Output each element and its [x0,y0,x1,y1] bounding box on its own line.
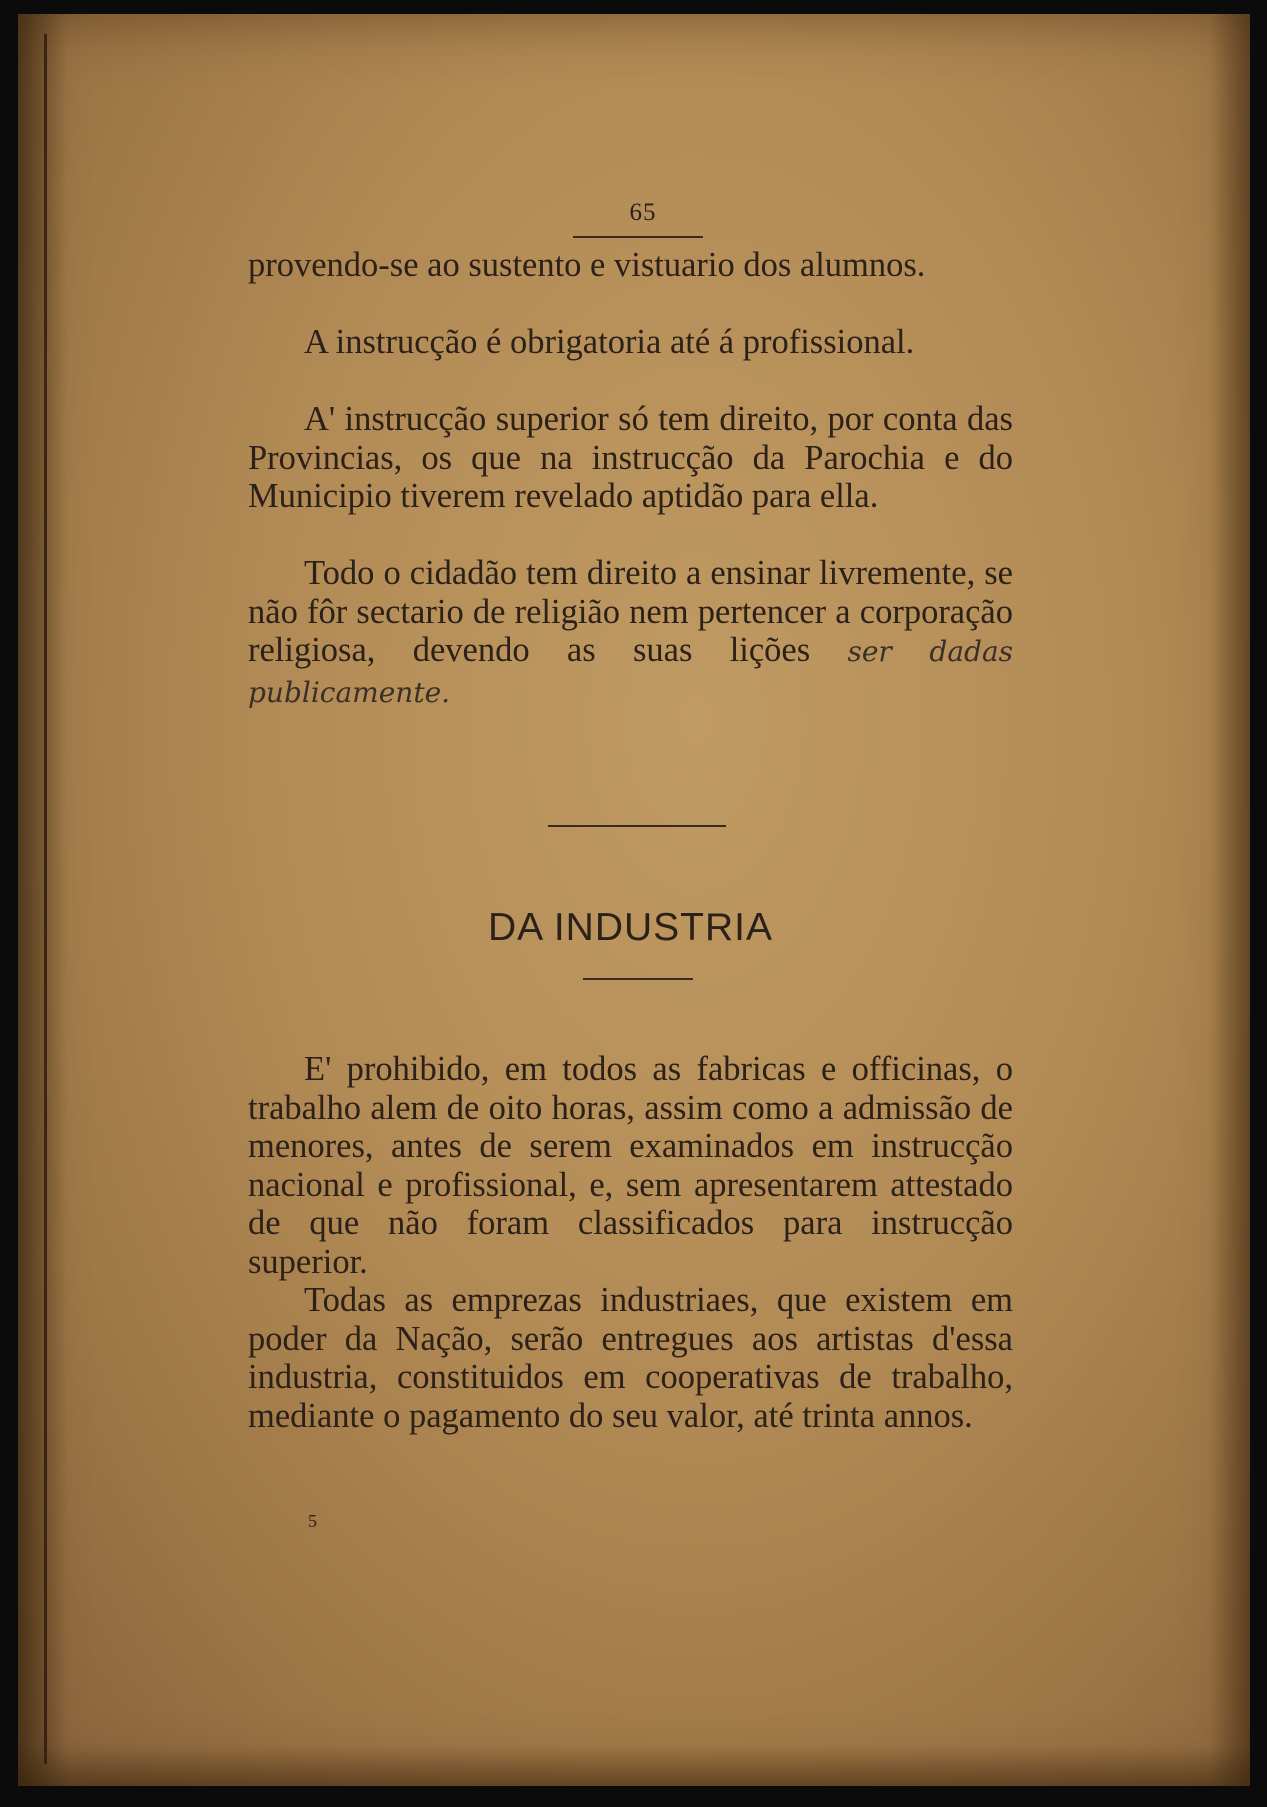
handwritten-addition: ser dadas publicamente. [248,635,1013,709]
paragraph-text: A instrucção é obrigatoria até á profissional. [304,323,915,361]
binding-shadow [18,14,68,1786]
paragraph-text: A' instrucção superior só tem direito, por conta das Provincias, os que na instrucção da Parochia e do Municipio tiverem revelado aptidão para ella. [248,400,1013,516]
section-divider-bottom [583,978,693,980]
book-page [18,14,1250,1786]
page-edge-right [1210,14,1250,1786]
paragraph-text: provendo-se ao sustento e vistuario dos alumnos. [248,246,926,284]
paragraph-freedom-teaching [248,554,1013,712]
paragraph-industrial-enterprises [248,1281,1013,1435]
paragraph-text: Todo o cidadão tem direito a ensinar livremente, se não fôr sectario de religião nem pertencer a corporação religiosa, devendo as suas lições [248,554,1013,670]
page-number: 65 [629,199,657,226]
printer-signature-mark: 5 [308,1511,317,1531]
paragraph-higher-instruction [248,400,1013,516]
paragraph-text: Todas as emprezas industriaes, que existem em poder da Nação, serão entregues aos artistas d'essa industria, constituidos em cooperativas de trabalho, mediante o pagamento do seu valor, até trinta annos. [248,1281,1013,1435]
header-rule [573,236,703,238]
binding-fold-line [44,34,47,1764]
section-title: DA INDUSTRIA [487,906,774,949]
section-divider-top [548,825,726,827]
paragraph-text: E' prohibido, em todos as fabricas e officinas, o trabalho alem de oito horas, assim como a admissão de menores, antes de serem examinados em instrucção nacional e profissional, e, sem apresentarem attestado de que não foram classificados para instrucção superior. [248,1050,1013,1281]
paragraph-continuation [248,246,1013,285]
page-edge-bottom [18,1746,1250,1786]
paragraph-instruction-obligatory [248,323,1013,362]
paragraph-factory-labor [248,1050,1013,1282]
